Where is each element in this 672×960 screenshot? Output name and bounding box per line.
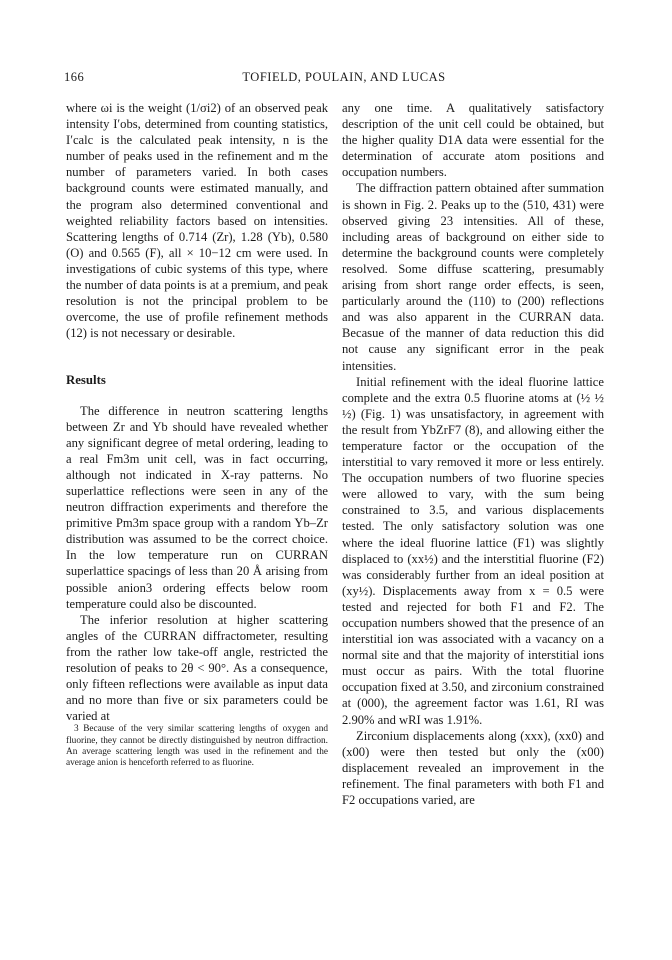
- page-number: 166: [64, 70, 85, 84]
- paragraph: The difference in neutron scattering lengths between Zr and Yb should have revealed whether any significant degree of metal ordering, leading to a real Fm3m unit cell, was in fact occurring, although not indicated in X-ray patterns. No superlattice reflections were seen in any of the neutron diffraction experiments and therefore the primitive Pm3m space group with a random Yb–Zr distribution was assumed to be the correct choice. In the low temperature run on CURRAN superlattice spacings of less than 20 Å arising from possible anion3 ordering effects below room temperature could also be discounted.: [66, 403, 328, 611]
- paragraph: The diffraction pattern obtained after summation is shown in Fig. 2. Peaks up to the (510, 431) were observed giving 23 intensities. All of these, including areas of background on either side to determine the background counts were completely resolved. Some diffuse scattering, presumably arising from short range order effects, is seen, particularly around the (110) to (200) reflections and was also apparent in the CURRAN data. Becasue of the manner of data reduction this did not cause any significant error in the peak intensities.: [342, 181, 604, 373]
- footnote: 3 Because of the very similar scattering lengths of oxygen and fluorine, they cannot be directly distinguished by neutron diffraction. An average scattering length was used in the refinement and the average anion is henceforth referred to as fluorine.: [66, 724, 328, 769]
- paragraph: Initial refinement with the ideal fluorine lattice complete and the extra 0.5 fluorine atoms at (½ ½ ½) (Fig. 1) was unsatisfactory, in agreement with the result from YbZrF7 (8), and allowing either the temperature factor or the occupation of the interstitial to vary removed it more or less entirely. The occupation numbers of two fluorine species were allowed to vary, with the sum being constrained to 3.5, and various displacements tested. The only satisfactory solution was one where the ideal fluorine lattice (F1) was slightly displaced to (xx½) and the interstitial fluorine (F2) was considerably further from an ideal position at (xy½). Displacements away from x = 0.5 were tested and rejected for both F1 and F2. The occupation numbers showed that the presence of an interstitial ion was associated with a vacancy on a normal site and that the majority of interstitial ions must occur as pairs. With the total fluorine occupation fixed at 3.50, and zirconium constrained at (000), the agreement factor was 1.61, RI was 2.90% and wRI was 1.91%.: [342, 374, 604, 727]
- paragraph: where ωi is the weight (1/σi2) of an observed peak intensity I′obs, determined from counting statistics, I′calc is the calculated peak intensity, n is the number of peaks used in the refinement and m the number of parameters varied. In both cases background counts were estimated manually, and the program also determined conventional and weighted reliability factors based on intensities. Scattering lengths of 0.714 (Zr), 1.28 (Yb), 0.580 (O) and 0.565 (F), all × 10−12 cm were used. In investigations of cubic systems of this type, where the number of data points is at a premium, and peak resolution is not the principal problem to be overcome, the use of profile refinement methods (12) is not necessary or desirable.: [66, 101, 328, 341]
- running-head: TOFIELD, POULAIN, AND LUCAS: [242, 70, 446, 84]
- page-header: [64, 70, 624, 90]
- paragraph: any one time. A qualitatively satisfactory description of the unit cell could be obtained, but the higher quality D1A data were essential for the determination of accurate atom positions and occupation numbers.: [342, 101, 604, 180]
- paragraph: The inferior resolution at higher scattering angles of the CURRAN diffractometer, resulting from the rather low take-off angle, restricted the resolution of peaks to 2θ < 90°. As a consequence, only fifteen reflections were available as input data and no more than five or six parameters could be varied at: [66, 612, 328, 724]
- paragraph: Zirconium displacements along (xxx), (xx0) and (x00) were then tested but only the (x00) displacement revealed an improvement in the refinement. The final parameters with both F1 and F2 occupations varied, are: [342, 728, 604, 808]
- section-heading: Results: [66, 373, 106, 388]
- right-column: [342, 100, 604, 808]
- left-column: [66, 100, 328, 770]
